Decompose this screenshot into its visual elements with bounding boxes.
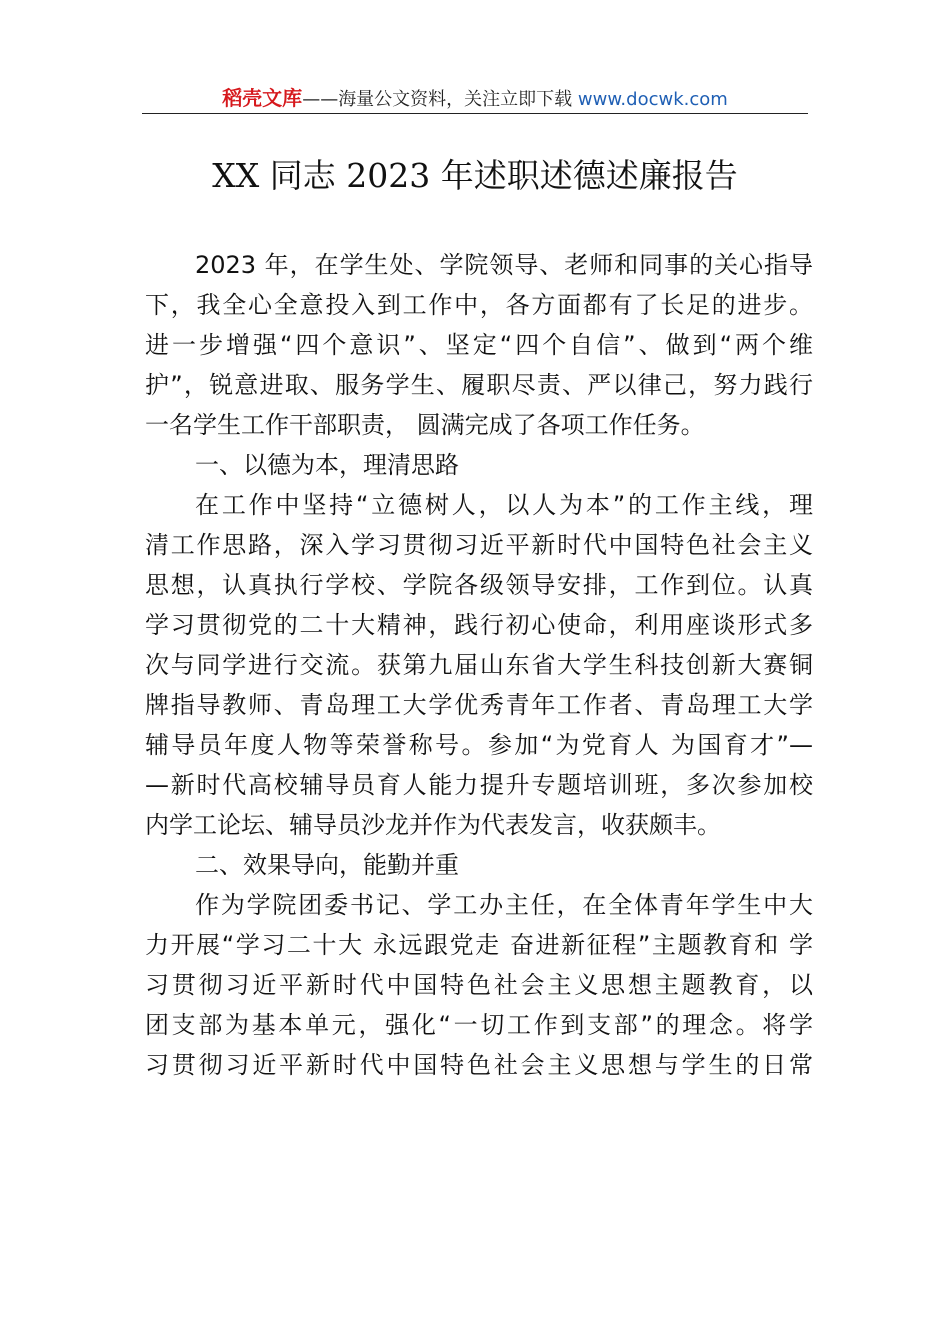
section-heading: 一、以德为本，理清思路 — [195, 451, 459, 479]
body-line: 牌指导教师、青岛理工大学优秀青年工作者、青岛理工大学 — [145, 691, 813, 719]
body-line: 辅导员年度人物等荣誉称号。参加“为党育人 为国育才”— — [145, 731, 813, 759]
document-title: XX 同志 2023 年述职述德述廉报告 — [212, 156, 738, 195]
section-heading: 二、效果导向，能勤并重 — [195, 851, 459, 879]
body-line: 清工作思路，深入学习贯彻习近平新时代中国特色社会主义 — [145, 531, 813, 559]
body-line: 作为学院团委书记、学工办主任，在全体青年学生中大 — [195, 891, 813, 919]
site-url-link[interactable]: www.docwk.com — [577, 89, 728, 110]
body-line: 进一步增强“四个意识”、坚定“四个自信”、做到“两个维 — [145, 331, 813, 359]
body-line: 力开展“学习二十大 永远跟党走 奋进新征程”主题教育和 学 — [145, 931, 813, 959]
header-divider — [142, 113, 808, 114]
body-line: 学习贯彻党的二十大精神，践行初心使命，利用座谈形式多 — [145, 611, 813, 639]
body-line: 习贯彻习近平新时代中国特色社会主义思想与学生的日常 — [145, 1051, 813, 1079]
body-line: 习贯彻习近平新时代中国特色社会主义思想主题教育，以 — [145, 971, 813, 999]
body-line: 内学工论坛、辅导员沙龙并作为代表发言，收获颇丰。 — [145, 811, 721, 839]
body-line: 次与同学进行交流。获第九届山东省大学生科技创新大赛铜 — [145, 651, 813, 679]
body-line: 2023 年，在学生处、学院领导、老师和同事的关心指导 — [195, 251, 813, 279]
body-line: 思想，认真执行学校、学院各级领导安排，工作到位。认真 — [145, 571, 813, 599]
document-body — [145, 245, 813, 1085]
body-line: 一名学生工作干部职责， 圆满完成了各项工作任务。 — [145, 411, 705, 439]
body-line: 在工作中坚持“立德树人，以人为本”的工作主线，理 — [195, 491, 813, 519]
body-line: 团支部为基本单元，强化“一切工作到支部”的理念。将学 — [145, 1011, 813, 1039]
body-line: 护”，锐意进取、服务学生、履职尽责、严以律己，努力践行 — [145, 371, 813, 399]
body-line: 下，我全心全意投入到工作中，各方面都有了长足的进步。 — [145, 291, 813, 319]
site-header — [142, 84, 808, 112]
header-tagline: ——海量公文资料，关注立即下载 — [302, 89, 578, 110]
body-line: —新时代高校辅导员育人能力提升专题培训班，多次参加校 — [145, 771, 813, 799]
brand-name: 稻壳文库 — [222, 86, 303, 110]
